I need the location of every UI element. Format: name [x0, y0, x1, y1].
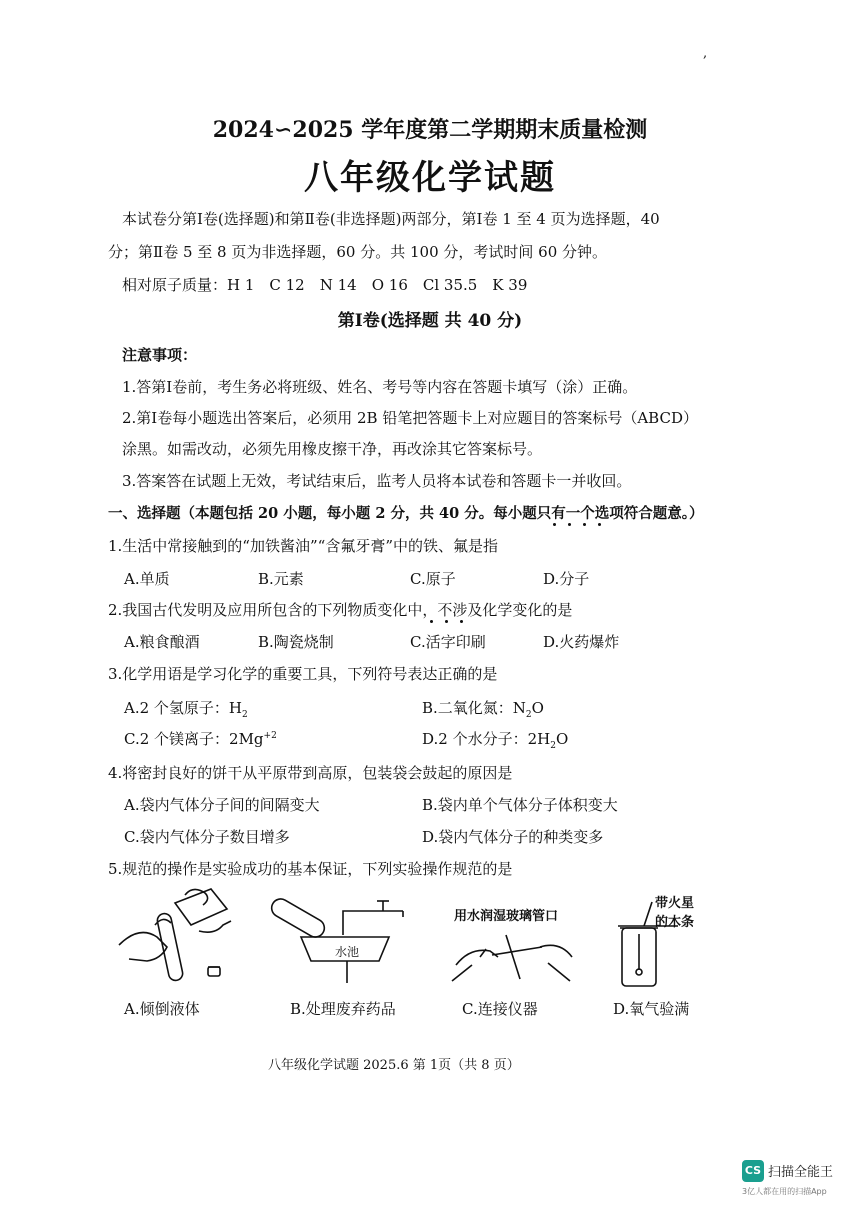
q1-option-c: C.原子 [410, 570, 456, 588]
q3-option-d-tail: O [555, 730, 569, 748]
figure-d-caption-1: 带火星 [655, 896, 695, 911]
q2-stem: 2.我国古代发明及应用所包含的下列物质变化中，不涉及化学变化的是 [108, 601, 573, 619]
emphasis-dot [553, 523, 556, 526]
q1-option-b: B.元素 [258, 570, 304, 588]
q3-option-b-text: B.二氧化氮：N [422, 699, 526, 717]
q5-option-b: B.处理废弃药品 [290, 1000, 396, 1018]
figure-b-disposing-waste [265, 895, 415, 990]
q3-option-c-text: C.2 个镁离子：2Mg [124, 730, 264, 748]
q3-option-d-text: D.2 个水分子：2H [422, 730, 551, 748]
notice-2a: 2.第Ⅰ卷每小题选出答案后，必须用 2B 铅笔把答题卡上对应题目的答案标号（ABCD） [122, 409, 698, 427]
part-heading: 一、选择题（本题包括 20 小题，每小题 2 分，共 40 分。每小题只有一个选项符合题意。） [108, 505, 704, 522]
emphasis-dot [445, 620, 448, 623]
notice-1: 1.答第Ⅰ卷前，考生务必将班级、姓名、考号等内容在答题卡填写（涂）正确。 [122, 378, 638, 396]
scanner-tagline: 3亿人都在用的扫描App [742, 1187, 827, 1196]
figure-a-pouring-liquid [115, 885, 245, 990]
q5-option-a: A.倾倒液体 [124, 1000, 200, 1018]
emphasis-dot [583, 523, 586, 526]
q1-option-a: A.单质 [124, 570, 170, 588]
figure-c-connecting-apparatus [448, 925, 578, 985]
q2-option-c: C.活字印刷 [410, 633, 486, 651]
q3-option-d [422, 728, 568, 751]
scanner-name: 扫描全能王 [768, 1165, 834, 1180]
q4-option-b: B.袋内单个气体分子体积变大 [422, 796, 618, 814]
emphasis-dot [568, 523, 571, 526]
emphasis-dot [430, 620, 433, 623]
superscript: +2 [263, 731, 277, 741]
q5-stem: 5.规范的操作是实验成功的基本保证，下列实验操作规范的是 [108, 860, 513, 878]
atomic-mass-line: 相对原子质量：H 1 C 12 N 14 O 16 Cl 35.5 K 39 [122, 276, 528, 294]
q2-option-b: B.陶瓷烧制 [258, 633, 334, 651]
q3-option-b [422, 697, 544, 720]
subscript: 2 [550, 741, 556, 751]
subject-title: 八年级化学试题 [304, 158, 556, 198]
q4-option-a: A.袋内气体分子间的间隔变大 [124, 796, 320, 814]
section-title: 第Ⅰ卷(选择题 共 40 分) [337, 311, 523, 331]
q2-option-a: A.粮食酿酒 [124, 633, 200, 651]
figure-d-caption-2: 的木条 [655, 915, 695, 930]
intro-line-1: 本试卷分第Ⅰ卷(选择题)和第Ⅱ卷(非选择题)两部分，第Ⅰ卷 1 至 4 页为选择题，40 [122, 210, 660, 228]
q1-stem: 1.生活中常接触到的“加铁酱油”“含氟牙膏”中的铁、氟是指 [108, 537, 498, 555]
page-footer: 八年级化学试题 2025.6 第 1页（共 8 页） [268, 1058, 520, 1073]
intro-line-2: 分；第Ⅱ卷 5 至 8 页为非选择题，60 分。共 100 分，考试时间 60 分钟。 [108, 243, 608, 261]
q3-option-c [124, 728, 277, 749]
q1-option-d: D.分子 [543, 570, 590, 588]
figure-d-oxygen-test [612, 898, 695, 993]
figure-c-caption: 用水润湿玻璃管口 [454, 909, 559, 924]
q2-option-d: D.火药爆炸 [543, 633, 620, 651]
q5-option-d: D.氧气验满 [613, 1000, 690, 1018]
q3-option-b-tail: O [531, 699, 544, 717]
notice-2b: 涂黑。如需改动，必须先用橡皮擦干净，再改涂其它答案标号。 [122, 440, 543, 458]
exam-title: 2024∽2025 学年度第二学期期末质量检测 [212, 117, 648, 143]
notice-heading: 注意事项： [122, 346, 198, 364]
emphasis-dot [598, 523, 601, 526]
q3-stem: 3.化学用语是学习化学的重要工具，下列符号表达正确的是 [108, 665, 498, 683]
q4-stem: 4.将密封良好的饼干从平原带到高原，包装袋会鼓起的原因是 [108, 764, 513, 782]
q3-option-a-text: A.2 个氢原子：H [124, 699, 242, 717]
stray-mark: , [703, 46, 708, 61]
scanner-logo: CS [742, 1160, 764, 1182]
q4-option-d: D.袋内气体分子的种类变多 [422, 828, 604, 846]
notice-3: 3.答案答在试题上无效，考试结束后，监考人员将本试卷和答题卡一并收回。 [122, 472, 632, 490]
q5-option-c: C.连接仪器 [462, 1000, 538, 1018]
q3-option-a [124, 697, 248, 720]
emphasis-dot [460, 620, 463, 623]
subscript: 2 [525, 710, 532, 720]
q4-option-c: C.袋内气体分子数目增多 [124, 828, 290, 846]
subscript: 2 [242, 710, 248, 720]
figure-b-sink-label: 水池 [335, 945, 360, 959]
